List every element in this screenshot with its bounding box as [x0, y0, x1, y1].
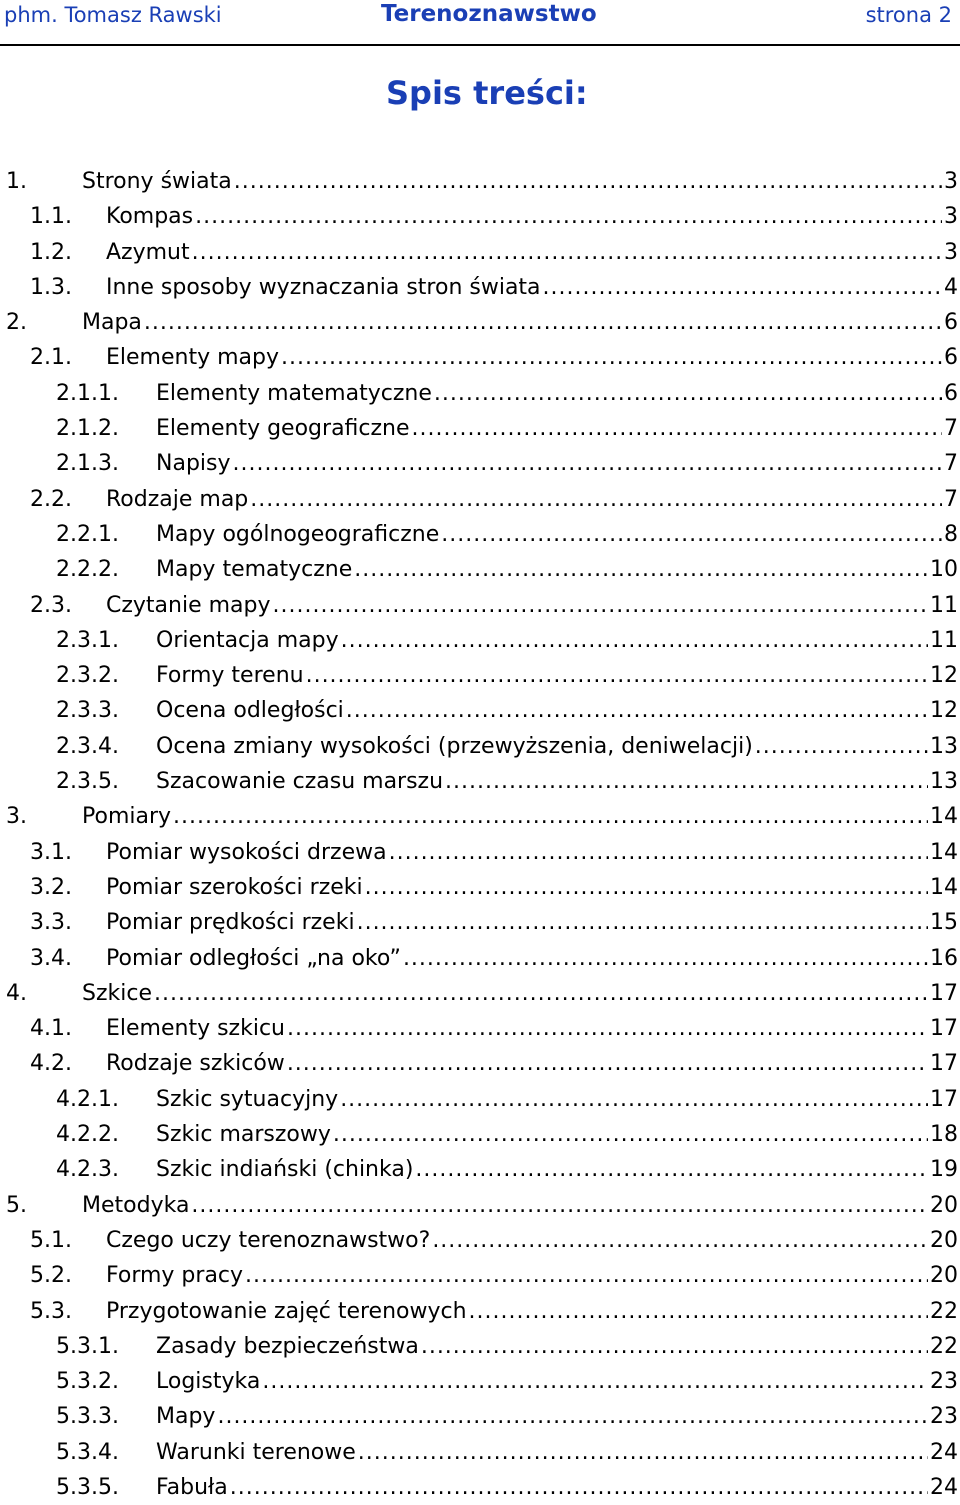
toc-dot-leader	[412, 411, 942, 446]
toc-dot-leader	[434, 376, 942, 411]
toc-entry-number: 2.3.5.	[56, 769, 119, 795]
toc-dot-leader	[357, 905, 928, 940]
toc-entry-label: Mapa	[82, 310, 142, 336]
toc-dot-leader	[281, 340, 942, 375]
toc-entry[interactable]	[0, 1435, 958, 1470]
toc-entry-line	[156, 1470, 958, 1505]
toc-entry[interactable]	[0, 1152, 958, 1187]
toc-dot-leader	[341, 623, 928, 658]
toc-dot-leader	[346, 693, 928, 728]
toc-dot-leader	[755, 729, 928, 764]
toc-entry[interactable]	[0, 1046, 958, 1081]
toc-entry-line	[106, 1223, 958, 1258]
toc-entry-page: 3	[944, 239, 958, 265]
toc-entry[interactable]	[0, 1188, 958, 1223]
toc-entry-number: 3.1.	[30, 839, 72, 865]
toc-entry[interactable]	[0, 552, 958, 587]
toc-entry-label: Ocena zmiany wysokości (przewyższenia, deniwelacji)	[156, 733, 753, 759]
toc-entry[interactable]	[0, 305, 958, 340]
toc-entry-line	[156, 517, 958, 552]
toc-entry-page: 10	[930, 557, 958, 583]
toc-entry-page: 20	[930, 1192, 958, 1218]
toc-entry-page: 11	[930, 627, 958, 653]
toc-entry-line	[156, 552, 958, 587]
toc-entry-label: Pomiar odległości „na oko”	[106, 945, 401, 971]
toc-entry-page: 17	[930, 1016, 958, 1042]
toc-entry-page: 6	[944, 310, 958, 336]
toc-entry-line	[156, 446, 958, 481]
toc-heading: Spis treści:	[386, 74, 588, 112]
toc-entry-label: Ocena odległości	[156, 698, 344, 724]
toc-dot-leader	[217, 1399, 928, 1434]
toc-entry-label: Pomiar prędkości rzeki	[106, 910, 355, 936]
toc-entry-label: Pomiary	[82, 804, 172, 830]
toc-entry[interactable]	[0, 270, 958, 305]
toc-entry-page: 22	[930, 1333, 958, 1359]
toc-entry-line	[82, 164, 958, 199]
toc-entry-page: 16	[930, 945, 958, 971]
toc-entry[interactable]	[0, 376, 958, 411]
toc-entry[interactable]	[0, 693, 958, 728]
toc-dot-leader	[233, 446, 943, 481]
toc-entry[interactable]	[0, 411, 958, 446]
toc-entry-number: 2.3.4.	[56, 733, 119, 759]
toc-entry-number: 2.3.	[30, 592, 72, 618]
toc-dot-leader	[469, 1294, 928, 1329]
toc-dot-leader	[389, 835, 928, 870]
toc-entry-line	[156, 1435, 958, 1470]
toc-entry-page: 15	[930, 910, 958, 936]
toc-entry-number: 5.1.	[30, 1227, 72, 1253]
toc-dot-leader	[195, 199, 942, 234]
toc-entry-page: 24	[930, 1439, 958, 1465]
header-author: phm. Tomasz Rawski	[4, 3, 222, 27]
toc-entry-line	[82, 976, 958, 1011]
toc-entry-line	[106, 905, 958, 940]
toc-entry-number: 1.3.	[30, 274, 72, 300]
toc-entry[interactable]	[0, 482, 958, 517]
toc-entry-line	[156, 1329, 958, 1364]
toc-entry-page: 7	[944, 451, 958, 477]
toc-entry-number: 5.3.4.	[56, 1439, 119, 1465]
toc-entry-label: Szkic marszowy	[156, 1122, 331, 1148]
toc-entry-number: 4.2.	[30, 1051, 72, 1077]
toc-entry-number: 3.4.	[30, 945, 72, 971]
toc-entry-label: Czytanie mapy	[106, 592, 271, 618]
toc-entry-page: 23	[930, 1369, 958, 1395]
toc-entry-line	[106, 835, 958, 870]
toc-entry-page: 7	[944, 486, 958, 512]
toc-entry-label: Szkic indiański (chinka)	[156, 1157, 414, 1183]
toc-entry-label: Mapy ogólnogeograficzne	[156, 521, 440, 547]
toc-entry[interactable]	[0, 517, 958, 552]
toc-entry-line	[106, 1258, 958, 1293]
toc-entry[interactable]	[0, 1011, 958, 1046]
toc-entry[interactable]	[0, 658, 958, 693]
toc-entry-label: Metodyka	[82, 1192, 190, 1218]
toc-dot-leader	[306, 658, 928, 693]
toc-dot-leader	[340, 1082, 928, 1117]
toc-dot-leader	[415, 1152, 928, 1187]
toc-entry-line	[156, 1152, 958, 1187]
toc-entry-number: 4.2.2.	[56, 1122, 119, 1148]
toc-entry-number: 5.3.1.	[56, 1333, 119, 1359]
header-title: Terenoznawstwo	[381, 1, 597, 27]
toc-entry-label: Czego uczy terenoznawstwo?	[106, 1227, 431, 1253]
toc-dot-leader	[358, 1435, 928, 1470]
toc-entry-number: 2.3.3.	[56, 698, 119, 724]
toc-entry-page: 20	[930, 1263, 958, 1289]
table-of-contents	[0, 164, 960, 1505]
toc-entry-line	[156, 1364, 958, 1399]
toc-entry-page: 19	[930, 1157, 958, 1183]
toc-entry-line	[106, 1011, 958, 1046]
toc-entry[interactable]	[0, 835, 958, 870]
toc-entry-line	[106, 1046, 958, 1081]
toc-entry-number: 1.	[6, 169, 27, 194]
toc-entry-line	[156, 1082, 958, 1117]
toc-entry-line	[106, 270, 958, 305]
toc-entry[interactable]	[0, 588, 958, 623]
toc-entry-number: 4.	[6, 980, 27, 1006]
toc-entry[interactable]	[0, 976, 958, 1011]
toc-entry-label: Elementy geograficzne	[156, 416, 410, 442]
toc-entry-number: 2.2.2.	[56, 557, 119, 583]
toc-entry-page: 8	[944, 521, 958, 547]
toc-entry-number: 2.1.1.	[56, 380, 119, 406]
toc-entry-label: Napisy	[156, 451, 231, 477]
page-header	[0, 0, 960, 46]
toc-entry[interactable]	[0, 1364, 958, 1399]
toc-entry-line	[156, 764, 958, 799]
toc-entry-label: Formy pracy	[106, 1263, 244, 1289]
toc-entry-line	[156, 729, 958, 764]
toc-entry-line	[106, 199, 958, 234]
toc-entry-page: 13	[930, 733, 958, 759]
toc-dot-leader	[445, 764, 928, 799]
toc-dot-leader	[543, 270, 942, 305]
toc-entry[interactable]	[0, 799, 958, 834]
toc-entry-line	[156, 1399, 958, 1434]
toc-dot-leader	[365, 870, 928, 905]
toc-entry-page: 3	[944, 204, 958, 230]
toc-entry-number: 2.1.2.	[56, 416, 119, 442]
toc-dot-leader	[191, 1188, 928, 1223]
toc-dot-leader	[287, 1046, 928, 1081]
toc-entry-label: Logistyka	[156, 1369, 261, 1395]
toc-entry-label: Zasady bezpieczeństwa	[156, 1333, 419, 1359]
toc-entry-page: 20	[930, 1227, 958, 1253]
toc-entry-number: 5.3.3.	[56, 1404, 119, 1430]
toc-entry-number: 2.2.	[30, 486, 72, 512]
toc-entry[interactable]	[0, 164, 958, 199]
toc-entry[interactable]	[0, 1258, 958, 1293]
toc-entry-page: 12	[930, 698, 958, 724]
toc-entry-number: 5.2.	[30, 1263, 72, 1289]
toc-entry[interactable]	[0, 199, 958, 234]
toc-entry-page: 22	[930, 1298, 958, 1324]
toc-entry-label: Pomiar wysokości drzewa	[106, 839, 387, 865]
toc-dot-leader	[403, 941, 928, 976]
toc-dot-leader	[173, 799, 928, 834]
toc-entry-number: 5.	[6, 1192, 27, 1218]
toc-entry-page: 4	[944, 274, 958, 300]
toc-entry-number: 2.1.	[30, 345, 72, 371]
toc-entry-label: Mapy tematyczne	[156, 557, 353, 583]
toc-dot-leader	[230, 1470, 928, 1505]
toc-entry-number: 5.3.5.	[56, 1474, 119, 1500]
toc-entry-number: 5.3.2.	[56, 1369, 119, 1395]
toc-entry-number: 4.1.	[30, 1016, 72, 1042]
toc-entry-line	[106, 941, 958, 976]
toc-entry-page: 7	[944, 416, 958, 442]
toc-entry-label: Mapy	[156, 1404, 216, 1430]
toc-entry-number: 4.2.3.	[56, 1157, 119, 1183]
toc-entry-line	[82, 799, 958, 834]
toc-entry-number: 2.2.1.	[56, 521, 119, 547]
toc-entry-line	[156, 411, 958, 446]
toc-dot-leader	[154, 976, 928, 1011]
toc-entry-page: 11	[930, 592, 958, 618]
toc-entry-label: Rodzaje map	[106, 486, 249, 512]
toc-entry-page: 14	[930, 874, 958, 900]
toc-entry-number: 2.1.3.	[56, 451, 119, 477]
toc-entry-page: 6	[944, 345, 958, 371]
toc-dot-leader	[333, 1117, 928, 1152]
toc-entry[interactable]	[0, 729, 958, 764]
toc-dot-leader	[421, 1329, 928, 1364]
toc-entry[interactable]	[0, 340, 958, 375]
toc-entry[interactable]	[0, 1399, 958, 1434]
toc-entry-line	[156, 376, 958, 411]
toc-entry-line	[156, 658, 958, 693]
toc-entry-label: Kompas	[106, 204, 194, 230]
toc-entry-label: Szacowanie czasu marszu	[156, 769, 444, 795]
toc-entry-page: 3	[944, 169, 958, 194]
toc-entry[interactable]	[0, 870, 958, 905]
toc-entry-label: Orientacja mapy	[156, 627, 339, 653]
toc-dot-leader	[192, 235, 942, 270]
toc-entry-page: 17	[930, 980, 958, 1006]
toc-dot-leader	[245, 1258, 928, 1293]
toc-dot-leader	[287, 1011, 928, 1046]
toc-entry-page: 17	[930, 1086, 958, 1112]
toc-dot-leader	[250, 482, 942, 517]
toc-entry-line	[106, 870, 958, 905]
toc-entry[interactable]	[0, 1223, 958, 1258]
toc-entry-label: Formy terenu	[156, 663, 304, 689]
toc-entry-line	[156, 623, 958, 658]
toc-entry[interactable]	[0, 235, 958, 270]
toc-entry-number: 2.	[6, 310, 27, 336]
toc-entry-label: Przygotowanie zajęć terenowych	[106, 1298, 467, 1324]
toc-dot-leader	[262, 1364, 928, 1399]
toc-dot-leader	[432, 1223, 928, 1258]
toc-entry-number: 4.2.1.	[56, 1086, 119, 1112]
toc-entry-label: Fabuła	[156, 1474, 228, 1500]
toc-entry-label: Szkic sytuacyjny	[156, 1086, 339, 1112]
toc-entry-number: 3.	[6, 804, 27, 830]
toc-entry-number: 2.3.1.	[56, 627, 119, 653]
toc-entry-line	[82, 1188, 958, 1223]
toc-entry[interactable]	[0, 446, 958, 481]
toc-entry-label: Elementy szkicu	[106, 1016, 285, 1042]
toc-entry[interactable]	[0, 1329, 958, 1364]
toc-dot-leader	[234, 164, 942, 199]
toc-entry[interactable]	[0, 764, 958, 799]
toc-entry-page: 24	[930, 1474, 958, 1500]
toc-entry[interactable]	[0, 623, 958, 658]
toc-entry-page: 17	[930, 1051, 958, 1077]
toc-entry-label: Elementy matematyczne	[156, 380, 432, 406]
toc-entry-label: Szkice	[82, 980, 152, 1006]
toc-entry-label: Inne sposoby wyznaczania stron świata	[106, 274, 541, 300]
toc-entry-line	[106, 482, 958, 517]
toc-entry[interactable]	[0, 1470, 958, 1505]
toc-entry-line	[156, 693, 958, 728]
header-page-number: strona 2	[865, 3, 952, 27]
toc-entry-number: 1.1.	[30, 204, 72, 230]
toc-entry-line	[106, 340, 958, 375]
toc-entry-label: Strony świata	[82, 169, 232, 194]
toc-entry-page: 12	[930, 663, 958, 689]
toc-entry-number: 3.3.	[30, 910, 72, 936]
toc-entry[interactable]	[0, 1082, 958, 1117]
toc-dot-leader	[354, 552, 928, 587]
toc-dot-leader	[144, 305, 942, 340]
toc-entry-number: 5.3.	[30, 1298, 72, 1324]
toc-entry-page: 23	[930, 1404, 958, 1430]
toc-entry-line	[82, 305, 958, 340]
toc-entry-label: Pomiar szerokości rzeki	[106, 874, 363, 900]
toc-entry-page: 14	[930, 839, 958, 865]
toc-dot-leader	[441, 517, 942, 552]
toc-entry[interactable]	[0, 1294, 958, 1329]
toc-entry-line	[106, 235, 958, 270]
toc-entry-page: 13	[930, 769, 958, 795]
toc-entry-line	[106, 1294, 958, 1329]
toc-entry-label: Elementy mapy	[106, 345, 279, 371]
toc-entry-page: 14	[930, 804, 958, 830]
toc-entry-page: 6	[944, 380, 958, 406]
toc-entry-number: 3.2.	[30, 874, 72, 900]
toc-entry-line	[106, 588, 958, 623]
toc-entry-line	[156, 1117, 958, 1152]
toc-entry-label: Rodzaje szkiców	[106, 1051, 285, 1077]
toc-entry-page: 18	[930, 1122, 958, 1148]
toc-entry[interactable]	[0, 1117, 958, 1152]
toc-dot-leader	[273, 588, 928, 623]
toc-entry-label: Warunki terenowe	[156, 1439, 356, 1465]
toc-entry-number: 2.3.2.	[56, 663, 119, 689]
toc-entry[interactable]	[0, 905, 958, 940]
toc-entry-label: Azymut	[106, 239, 190, 265]
toc-entry[interactable]	[0, 941, 958, 976]
toc-entry-number: 1.2.	[30, 239, 72, 265]
